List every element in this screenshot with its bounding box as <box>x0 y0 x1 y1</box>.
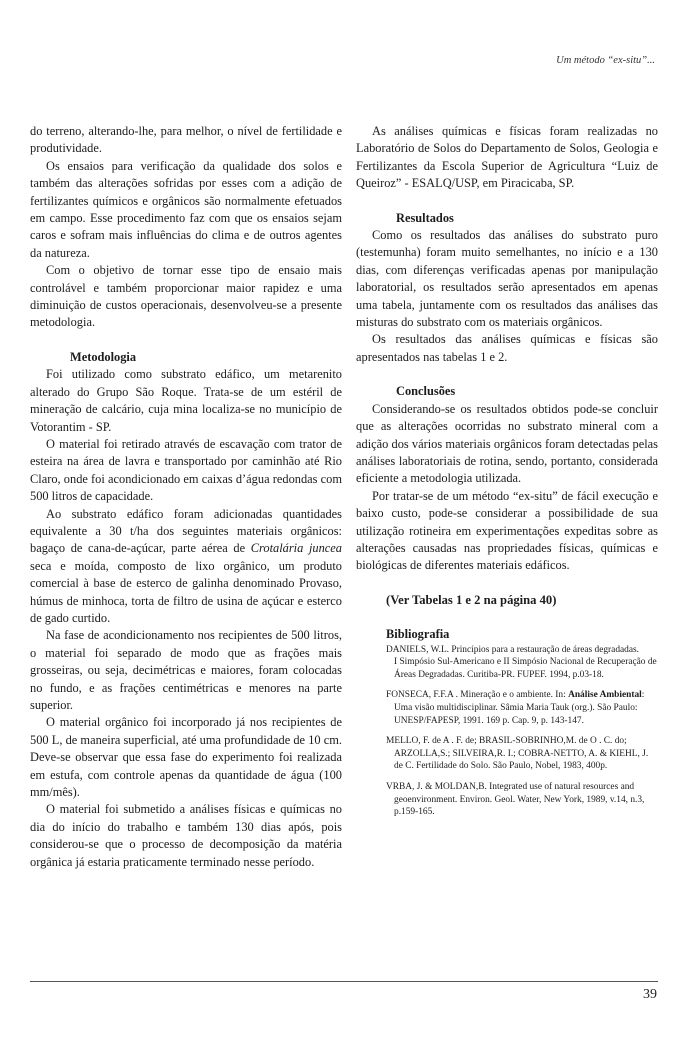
conclusoes-paragraph-2: Por tratar-se de um método “ex-situ” de fácil execução e baixo custo, pode-se considerar a possibilidade de sua utilização rotineira em experimentações expeditas sobre as alterações causadas nas propriedades físicas, químicas e biológicas de diferentes materiais edáficos. <box>356 488 658 573</box>
reference-item: VRBA, J. & MOLDAN,B. Integrated use of natural resources and geoenvironment. Environ. Geol. Water, New York, 1989, v.14, n.3, p.159-165. <box>386 781 645 818</box>
metodologia-paragraph-3: Ao substrato edáfico foram adicionadas quantidades equivalente a 30 t/ha dos seguintes materiais orgânicos: bagaço de cana-de-açúcar, parte aérea de Crotalária juncea seca e moída, composto de lixo orgânico, um produto comercial à base de esterco de galinha denominado Provaso, húmus de minhoca, torta de filtro de usina de açúcar e esterco de gado curtido. <box>30 506 342 625</box>
bibliografia-heading: Bibliografia <box>386 627 450 642</box>
reference-item: MELLO, F. de A . F. de; BRASIL-SOBRINHO,M. de O . C. do; ARZOLLA,S.; SILVEIRA,R. I.; COBRA-NETTO, A. & KIEHL, J. de C. Fertilidade do Solo. São Paulo, Nobel, 1983, 400p. <box>386 736 649 772</box>
intro-paragraph-3: Com o objetivo de tornar esse tipo de ensaio mais controlável e também proporcionar maior rapidez e uma diminuição de custos operacionais, desenvolveu-se a presente metodologia. <box>30 263 342 330</box>
metodologia-paragraph-1: Foi utilizado como substrato edáfico, um metarenito alterado do Grupo São Roque. Trata-se de um estéril de mineração de calcário, cuja mina localiza-se no município de Votorantim - SP. <box>30 367 342 434</box>
footer-rule <box>30 981 658 982</box>
metodologia-paragraph-2: O material foi retirado através de escavação com trator de esteira na área de lavra e transportado por caminhão até Rio Claro, onde foi acondicionado em caixas d’água redondas com 500 litros de capacidade. <box>30 436 342 504</box>
conclusoes-heading: Conclusões <box>396 384 456 399</box>
resultados-paragraph-1: Como os resultados das análises do substrato puro (testemunha) foram muito semelhantes, no início e a 130 dias, com diferenças verificadas apenas por manipulação laboratorial, os resultados serão apresentados em apenas uma tabela, juntamente com os resultados das análises das misturas do substrato com os materiais orgânicos. <box>356 228 658 330</box>
metodologia-paragraph-4: Na fase de acondicionamento nos recipientes de 500 litros, o material foi separado de modo que as frações mais grosseiras, ou seja, decimétricas e maiores, foram colocadas no fundo, e as frações centimétricas e menores na parte superior. <box>30 628 342 712</box>
reference-item: FONSECA, F.F.A . Mineração e o ambiente. In: Análise Ambiental: Uma visão multidisciplinar. Sâmia Maria Tauk (org.). São Paulo: UNESP/FAPESP, 1991. 169 p. Cap. 9, p. 143-147. <box>386 690 645 726</box>
intro-paragraph-2: Os ensaios para verificação da qualidade dos solos e também das alterações sofridas por esses com a adição de fertilizantes químicos e orgânicos são normalmente efetuados em campo. Esse procedimento faz com que os ensaios sejam caros e sofram mais influências do clima e de outros agentes da natureza. <box>30 158 342 260</box>
metodologia-paragraph-5: O material orgânico foi incorporado já nos recipientes de 500 L, de maneira superficial, até uma profundidade de 10 cm. Deve-se observar que essa fase do experimento foi realizada em estufa, com controle apenas da quantidade de água (100 mm/mês). <box>30 715 342 800</box>
metodologia-heading: Metodologia <box>70 349 137 364</box>
running-title: Um método “ex-situ”... <box>556 55 655 66</box>
metodologia-paragraph-6: O material foi submetido a análises físicas e químicas no dia do início do trabalho e também 130 dias após, pois considerou-se que o processo de decomposição da matéria orgânica já estaria praticamente terminado nesse período. <box>30 802 342 869</box>
species-name: Crotalária juncea <box>250 541 342 556</box>
intro-paragraph-continued: do terreno, alterando-lhe, para melhor, o nível de fertilidade e produtividade. <box>30 124 342 156</box>
reference-item: DANIELS, W.L. Princípios para a restauração de áreas degradadas. I Simpósio Sul-Americano e II Simpósio Nacional de Recuperação de Áreas Degradadas. Curitiba-PR. FUPEF. 1994, p.03-18. <box>386 644 657 680</box>
left-column <box>30 123 342 871</box>
conclusoes-paragraph-1: Considerando-se os resultados obtidos pode-se concluir que as alterações ocorridas no substrato mineral com a adição dos vários materiais orgânicos foram detectadas pelas análises laboratoriais de rotina, sendo, portanto, considerada eficiente a metodologia utilizada. <box>356 401 658 486</box>
see-tables-note: (Ver Tabelas 1 e 2 na página 40) <box>386 592 557 607</box>
resultados-heading: Resultados <box>396 210 454 225</box>
lab-paragraph: As análises químicas e físicas foram realizadas no Laboratório de Solos do Departamento de Solos, Geologia e Fertilizantes da Escola Superior de Agricultura “Luiz de Queiroz” - ESALQ/USP, em Piracicaba, SP. <box>356 124 658 191</box>
resultados-paragraph-2: Os resultados das análises químicas e físicas são apresentados nas tabelas 1 e 2. <box>356 332 658 364</box>
right-column <box>356 123 658 827</box>
page-number: 39 <box>643 987 657 1002</box>
